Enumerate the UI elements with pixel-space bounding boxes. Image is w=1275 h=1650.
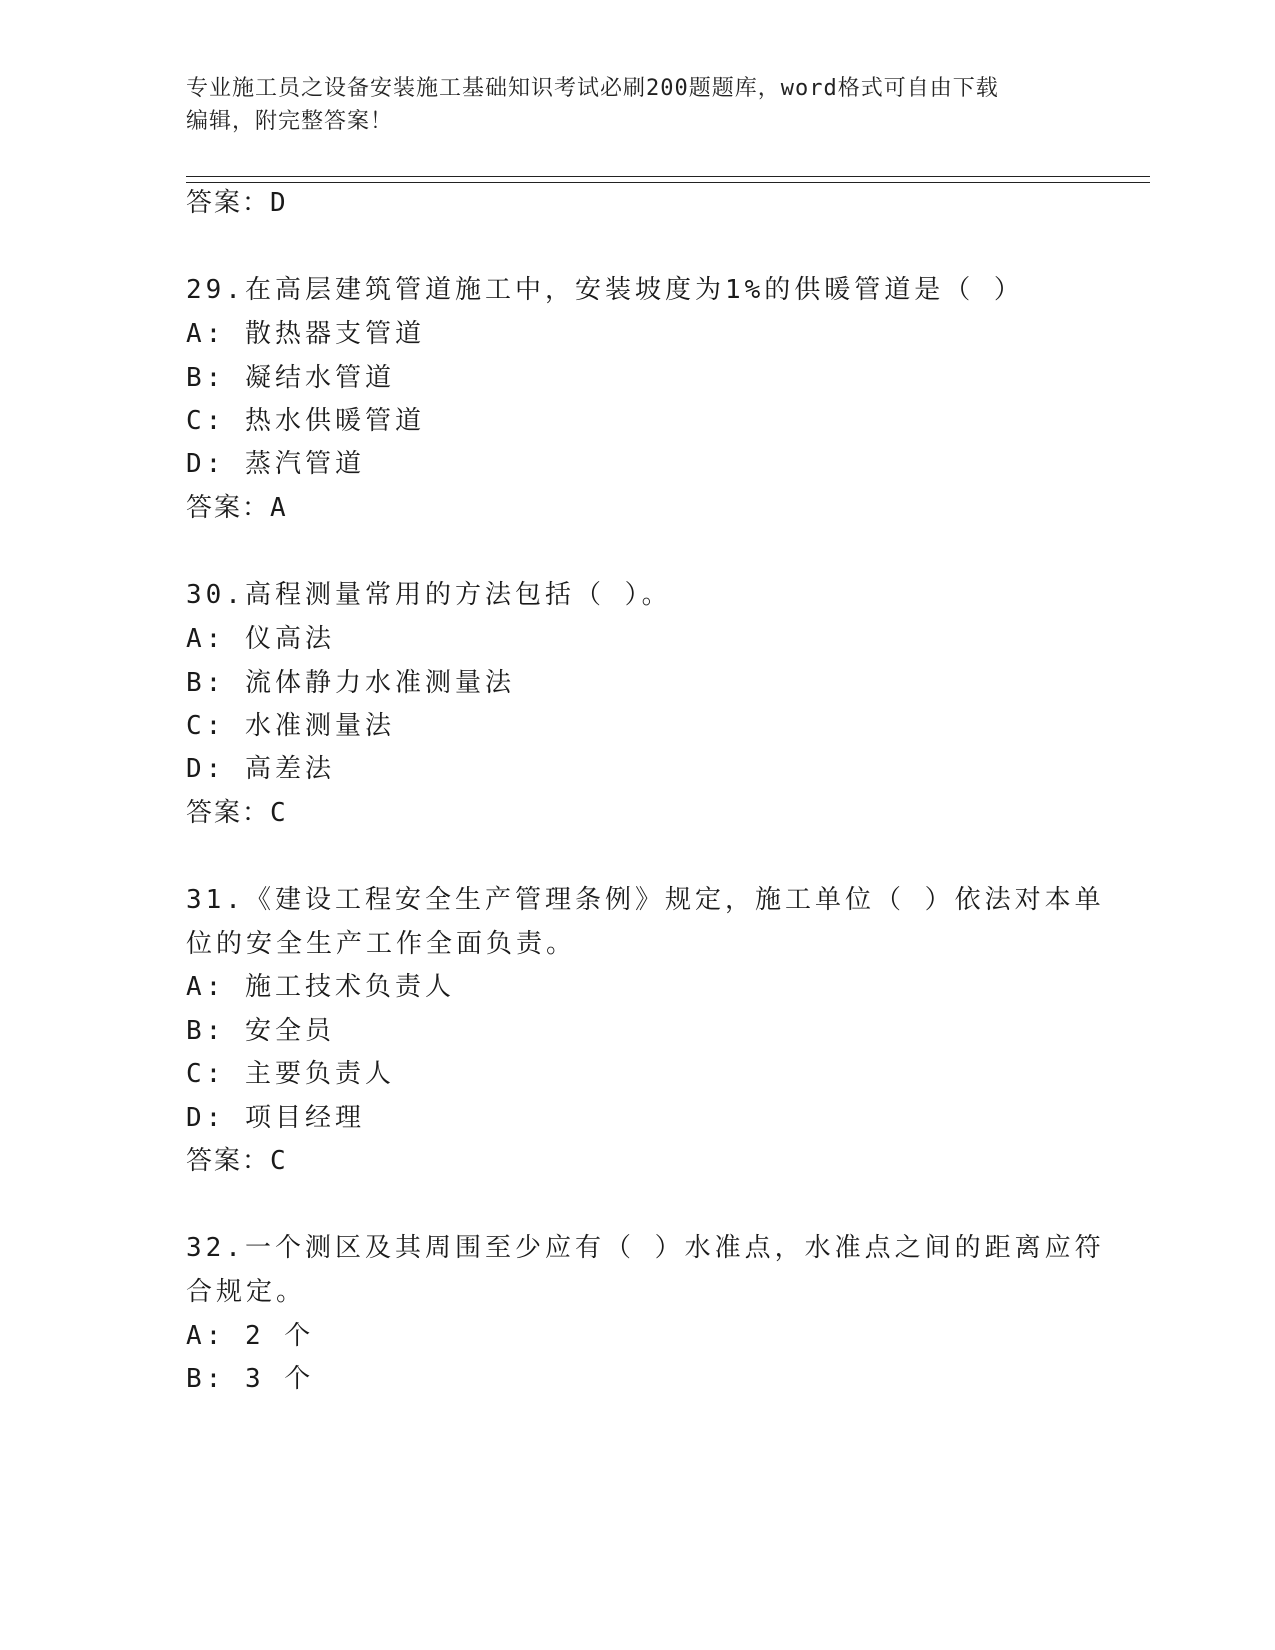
answer-value: C [270,798,288,828]
answer-label: 答案： [186,493,271,523]
question-30-stem: 30.高程测量常用的方法包括（ ）。 [186,580,672,610]
header-divider-bottom [186,182,1150,183]
answer-label: 答案： [186,798,271,828]
question-32-stem-line-1: 32.一个测区及其周围至少应有（ ）水准点，水准点之间的距离应符 [186,1233,1105,1263]
question-31-option-b: B: 安全员 [186,1016,335,1046]
answer-line-30 [186,796,288,830]
header-line-1: 专业施工员之设备安装施工基础知识考试必刷200题题库，word格式可自由下载 [186,76,999,101]
answer-line-31 [186,1144,288,1178]
question-30-option-b: B: 流体静力水准测量法 [186,668,515,698]
answer-line-29 [186,491,288,525]
question-29-option-d: D: 蒸汽管道 [186,449,365,479]
answer-label: 答案： [186,188,271,218]
question-30-option-c: C: 水准测量法 [186,711,395,741]
question-32-option-a: A: 2 个 [186,1321,315,1351]
question-31-stem-line-1: 31.《建设工程安全生产管理条例》规定，施工单位（ ）依法对本单 [186,885,1105,915]
question-31-option-d: D: 项目经理 [186,1103,365,1133]
answer-value: D [270,188,288,218]
document-header [186,72,1086,138]
answer-label: 答案： [186,1146,271,1176]
question-32-stem-line-2: 合规定。 [186,1277,307,1307]
question-29-option-c: C: 热水供暖管道 [186,406,425,436]
question-31-option-c: C: 主要负责人 [186,1059,395,1089]
question-32-option-b: B: 3 个 [186,1364,315,1394]
question-30-option-d: D: 高差法 [186,754,335,784]
header-line-2: 编辑，附完整答案！ [186,109,394,134]
question-29-stem: 29.在高层建筑管道施工中，安装坡度为1%的供暖管道是（ ） [186,275,1024,305]
question-29-option-a: A: 散热器支管道 [186,319,425,349]
question-30-option-a: A: 仪高法 [186,624,335,654]
question-31-option-a: A: 施工技术负责人 [186,972,455,1002]
answer-value: C [270,1146,288,1176]
question-31-stem-line-2: 位的安全生产工作全面负责。 [186,929,577,959]
header-divider-top [186,176,1150,177]
answer-line-28 [186,186,288,220]
answer-value: A [270,493,288,523]
question-29-option-b: B: 凝结水管道 [186,363,395,393]
